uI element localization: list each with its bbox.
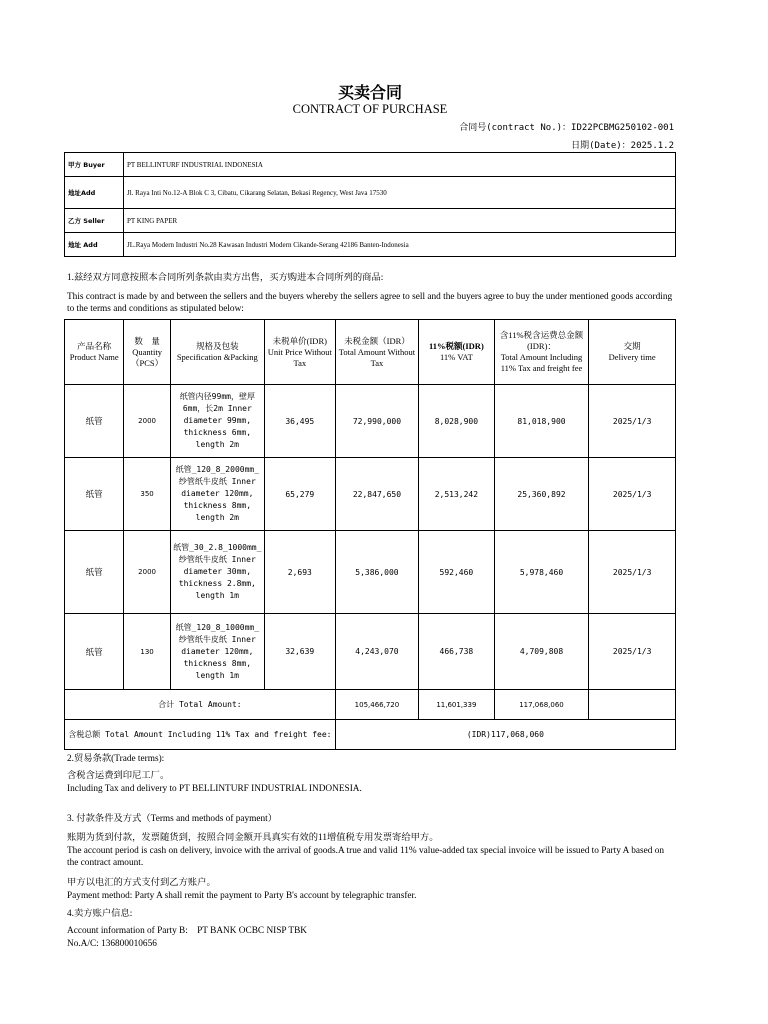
- total-row: [65, 690, 676, 720]
- items-table: [64, 319, 676, 750]
- cell-vat: 466,738: [419, 614, 495, 690]
- cell-name: 纸管: [65, 531, 124, 614]
- cell-delivery: 2025/1/3: [589, 531, 676, 614]
- cell-unit: 32,639: [264, 614, 335, 690]
- cell-spec: 纸管内径99mm，壁厚6mm，长2m Inner diameter 99mm, thickness 6mm, length 2m: [170, 385, 264, 458]
- cell-spec: 纸管_30_2.8_1000mm_纱管纸牛皮纸 Inner diameter 30mm, thickness 2.8mm, length 1m: [170, 531, 264, 614]
- cell-vat: 592,460: [419, 531, 495, 614]
- col-grand-total: 含11%税含运费总金额(IDR)： Total Amount Including 11% Tax and freight fee: [494, 320, 589, 385]
- trade-heading: 2.贸易条款(Trade terms):: [67, 754, 165, 764]
- table-row: [65, 385, 676, 458]
- cell-vat: 2,513,242: [419, 458, 495, 531]
- party-value: Jl. Raya Inti No.12-A Blok C 3, Cibatu, Cikarang Selatan, Bekasi Regency, West Java 17530: [124, 177, 676, 209]
- col-product: 产品名称 Product Name: [65, 320, 124, 385]
- table-row: [65, 458, 676, 531]
- method-en: Payment method: Party A shall remit the payment to Party B's account by telegraphic transfer.: [67, 891, 417, 901]
- party-row: [65, 177, 676, 209]
- party-value: JL.Raya Modern Industri No.28 Kawasan Industri Modern Cikande-Serang 42186 Banten-Indonesia: [124, 233, 676, 257]
- col-unit-price: 未税单价(IDR) Unit Price Without Tax: [264, 320, 335, 385]
- cell-grand: 81,018,900: [494, 385, 589, 458]
- cell-unit: 36,495: [264, 385, 335, 458]
- contract-date: 日期(Date)：2025.1.2: [571, 141, 674, 151]
- account-info: Account information of Party B: PT BANK OCBC NISP TBK: [67, 926, 308, 936]
- party-key: 乙方 Seller: [65, 209, 124, 233]
- cell-delivery: 2025/1/3: [589, 614, 676, 690]
- cell-spec: 纸管_120_8_2000mm_纱管纸牛皮纸 Inner diameter 120mm, thickness 8mm, length 2m: [170, 458, 264, 531]
- party-value: PT BELLINTURF INDUSTRIAL INDONESIA: [124, 153, 676, 177]
- cell-qty: 130: [124, 614, 170, 690]
- cell-name: 纸管: [65, 458, 124, 531]
- party-key: 甲方 Buyer: [65, 153, 124, 177]
- party-row: [65, 153, 676, 177]
- incl-row: [65, 720, 676, 750]
- col-delivery: 交期 Delivery time: [589, 320, 676, 385]
- intro-cn: 1.兹经双方同意按照本合同所列条款由卖方出售，买方购进本合同所列的商品:: [67, 273, 384, 283]
- incl-value: (IDR)117,068,060: [335, 720, 675, 750]
- party-key: 地址Add: [65, 177, 124, 209]
- method-cn: 甲方以电汇的方式支付到乙方账户。: [67, 878, 216, 888]
- cell-vat: 8,028,900: [419, 385, 495, 458]
- cell-grand: 25,360,892: [494, 458, 589, 531]
- trade-cn: 含税含运费到印尼工厂。: [67, 771, 170, 781]
- cell-total: 22,847,650: [335, 458, 418, 531]
- cell-unit: 65,279: [264, 458, 335, 531]
- trade-en: Including Tax and delivery to PT BELLINTURF INDUSTRIAL INDONESIA.: [67, 784, 362, 794]
- col-quantity: 数 量 Quantity （PCS）: [124, 320, 170, 385]
- cell-delivery: 2025/1/3: [589, 385, 676, 458]
- title-cn: 买卖合同: [337, 83, 402, 102]
- payment-cn: 账期为货到付款，发票随货到，按照合同金额开具真实有效的11增值税专用发票寄给甲方。: [67, 833, 439, 843]
- party-key: 地址 Add: [65, 233, 124, 257]
- cell-total: 72,990,000: [335, 385, 418, 458]
- party-row: [65, 233, 676, 257]
- party-table: [64, 152, 676, 257]
- total-label: 合计 Total Amount:: [65, 690, 336, 720]
- cell-spec: 纸管_120_8_1000mm_纱管纸牛皮纸 Inner diameter 120mm, thickness 8mm, length 1m: [170, 614, 264, 690]
- account-heading: 4.卖方账户信息:: [67, 909, 133, 919]
- cell-grand: 5,978,460: [494, 531, 589, 614]
- header-row: [65, 320, 676, 385]
- cell-total: 5,386,000: [335, 531, 418, 614]
- party-value: PT KING PAPER: [124, 209, 676, 233]
- total-empty: [589, 690, 676, 720]
- col-total-without-tax: 未税金额（IDR） Total Amount Without Tax: [335, 320, 418, 385]
- total-vat: 11,601,339: [419, 690, 495, 720]
- payment-heading: 3. 付款条件及方式（Terms and methods of payment）: [67, 814, 278, 824]
- cell-qty: 350: [124, 458, 170, 531]
- title-en: CONTRACT OF PURCHASE: [292, 102, 448, 116]
- account-number: No.A/C: 136800010656: [67, 939, 157, 949]
- contract-number: 合同号(contract No.)：ID22PCBMG250102-001: [459, 123, 674, 133]
- col-spec: 规格及包装 Specification &Packing: [170, 320, 264, 385]
- total-without-tax: 105,466,720: [335, 690, 418, 720]
- cell-delivery: 2025/1/3: [589, 458, 676, 531]
- table-row: [65, 614, 676, 690]
- intro-en: This contract is made by and between the sellers and the buyers whereby the sellers agree to sell and the buyers agree to buy the under mentioned goods according to the terms and conditions as stipulated below:: [67, 292, 673, 314]
- cell-name: 纸管: [65, 614, 124, 690]
- col-vat: 11%税额(IDR) 11% VAT: [419, 320, 495, 385]
- party-row: [65, 209, 676, 233]
- cell-total: 4,243,070: [335, 614, 418, 690]
- table-row: [65, 531, 676, 614]
- payment-en: The account period is cash on delivery, invoice with the arrival of goods.A true and valid 11% value-added tax special invoice will be issued to Party A based on the contract amount.: [67, 846, 664, 868]
- cell-grand: 4,709,808: [494, 614, 589, 690]
- total-grand: 117,068,060: [494, 690, 589, 720]
- cell-qty: 2000: [124, 385, 170, 458]
- cell-name: 纸管: [65, 385, 124, 458]
- cell-unit: 2,693: [264, 531, 335, 614]
- incl-label: 含税总额 Total Amount Including 11% Tax and freight fee:: [65, 720, 336, 750]
- cell-qty: 2000: [124, 531, 170, 614]
